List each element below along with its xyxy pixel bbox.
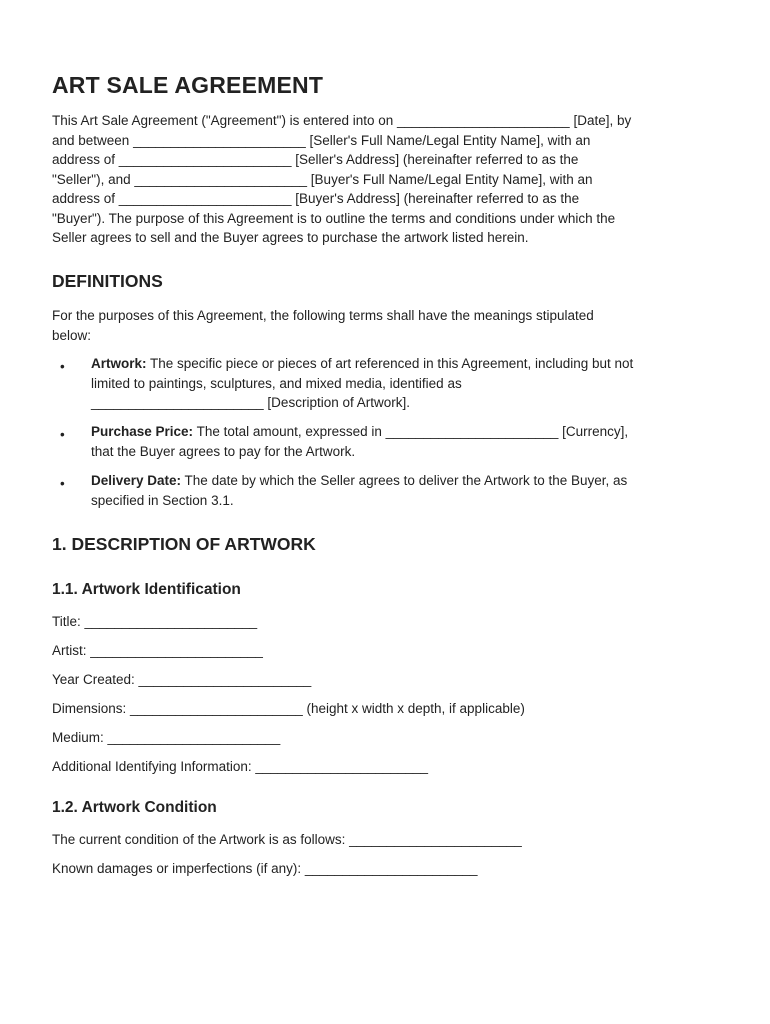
definition-text: The specific piece or pieces of art referenced in this Agreement, including but not [146, 356, 634, 371]
intro-line: Seller agrees to sell and the Buyer agrees to purchase the artwork listed herein. [52, 230, 529, 245]
field-year-created: Year Created: _______________________ [52, 672, 312, 687]
field-title: Title: _______________________ [52, 614, 258, 629]
definition-term: Delivery Date: [91, 473, 182, 488]
intro-line: "Buyer"). The purpose of this Agreement is to outline the terms and conditions under which the [52, 210, 616, 226]
definition-text: The date by which the Seller agrees to deliver the Artwork to the Buyer, as [181, 473, 628, 488]
intro-line: This Art Sale Agreement ("Agreement") is entered into on _______________________ [Date], by [52, 113, 632, 128]
intro-line: address of _______________________ [Buyer's Address] (hereinafter referred to as the [52, 191, 580, 206]
definition-line [91, 471, 721, 491]
document-title: ART SALE AGREEMENT [52, 72, 324, 98]
section-1-heading: 1. DESCRIPTION OF ARTWORK [52, 534, 316, 554]
bullet-icon: • [60, 476, 65, 491]
definitions-heading: DEFINITIONS [52, 271, 163, 291]
field-current-condition: The current condition of the Artwork is as follows: _______________________ [52, 832, 522, 847]
section-1-2-heading: 1.2. Artwork Condition [52, 799, 217, 816]
definition-text: The total amount, expressed in _______________________ [Currency], [193, 424, 629, 439]
definition-line [91, 354, 721, 374]
definition-line: specified in Section 3.1. [91, 492, 234, 508]
definition-term: Artwork: [91, 356, 147, 371]
definition-line: _______________________ [Description of Artwork]. [91, 395, 410, 410]
field-dimensions: Dimensions: _______________________ (height x width x depth, if applicable) [52, 701, 525, 716]
definition-line: that the Buyer agrees to pay for the Artwork. [91, 443, 356, 459]
bullet-icon: • [60, 359, 65, 374]
bullet-icon: • [60, 427, 65, 442]
intro-line: address of _______________________ [Seller's Address] (hereinafter referred to as the [52, 152, 579, 167]
intro-line: "Seller"), and _______________________ [Buyer's Full Name/Legal Entity Name], with an [52, 171, 593, 187]
field-artist: Artist: _______________________ [52, 643, 263, 658]
field-additional-info: Additional Identifying Information: _______________________ [52, 759, 429, 774]
intro-line: and between _______________________ [Seller's Full Name/Legal Entity Name], with an [52, 132, 591, 148]
definition-term: Purchase Price: [91, 424, 194, 439]
field-medium: Medium: _______________________ [52, 730, 281, 745]
definitions-intro-line: below: [52, 327, 92, 343]
definition-line: limited to paintings, sculptures, and mixed media, identified as [91, 375, 462, 391]
section-1-1-heading: 1.1. Artwork Identification [52, 581, 241, 598]
field-known-damages: Known damages or imperfections (if any): _______________________ [52, 861, 478, 876]
definitions-intro-line: For the purposes of this Agreement, the following terms shall have the meanings stipulated [52, 308, 594, 323]
definition-line [91, 422, 721, 442]
